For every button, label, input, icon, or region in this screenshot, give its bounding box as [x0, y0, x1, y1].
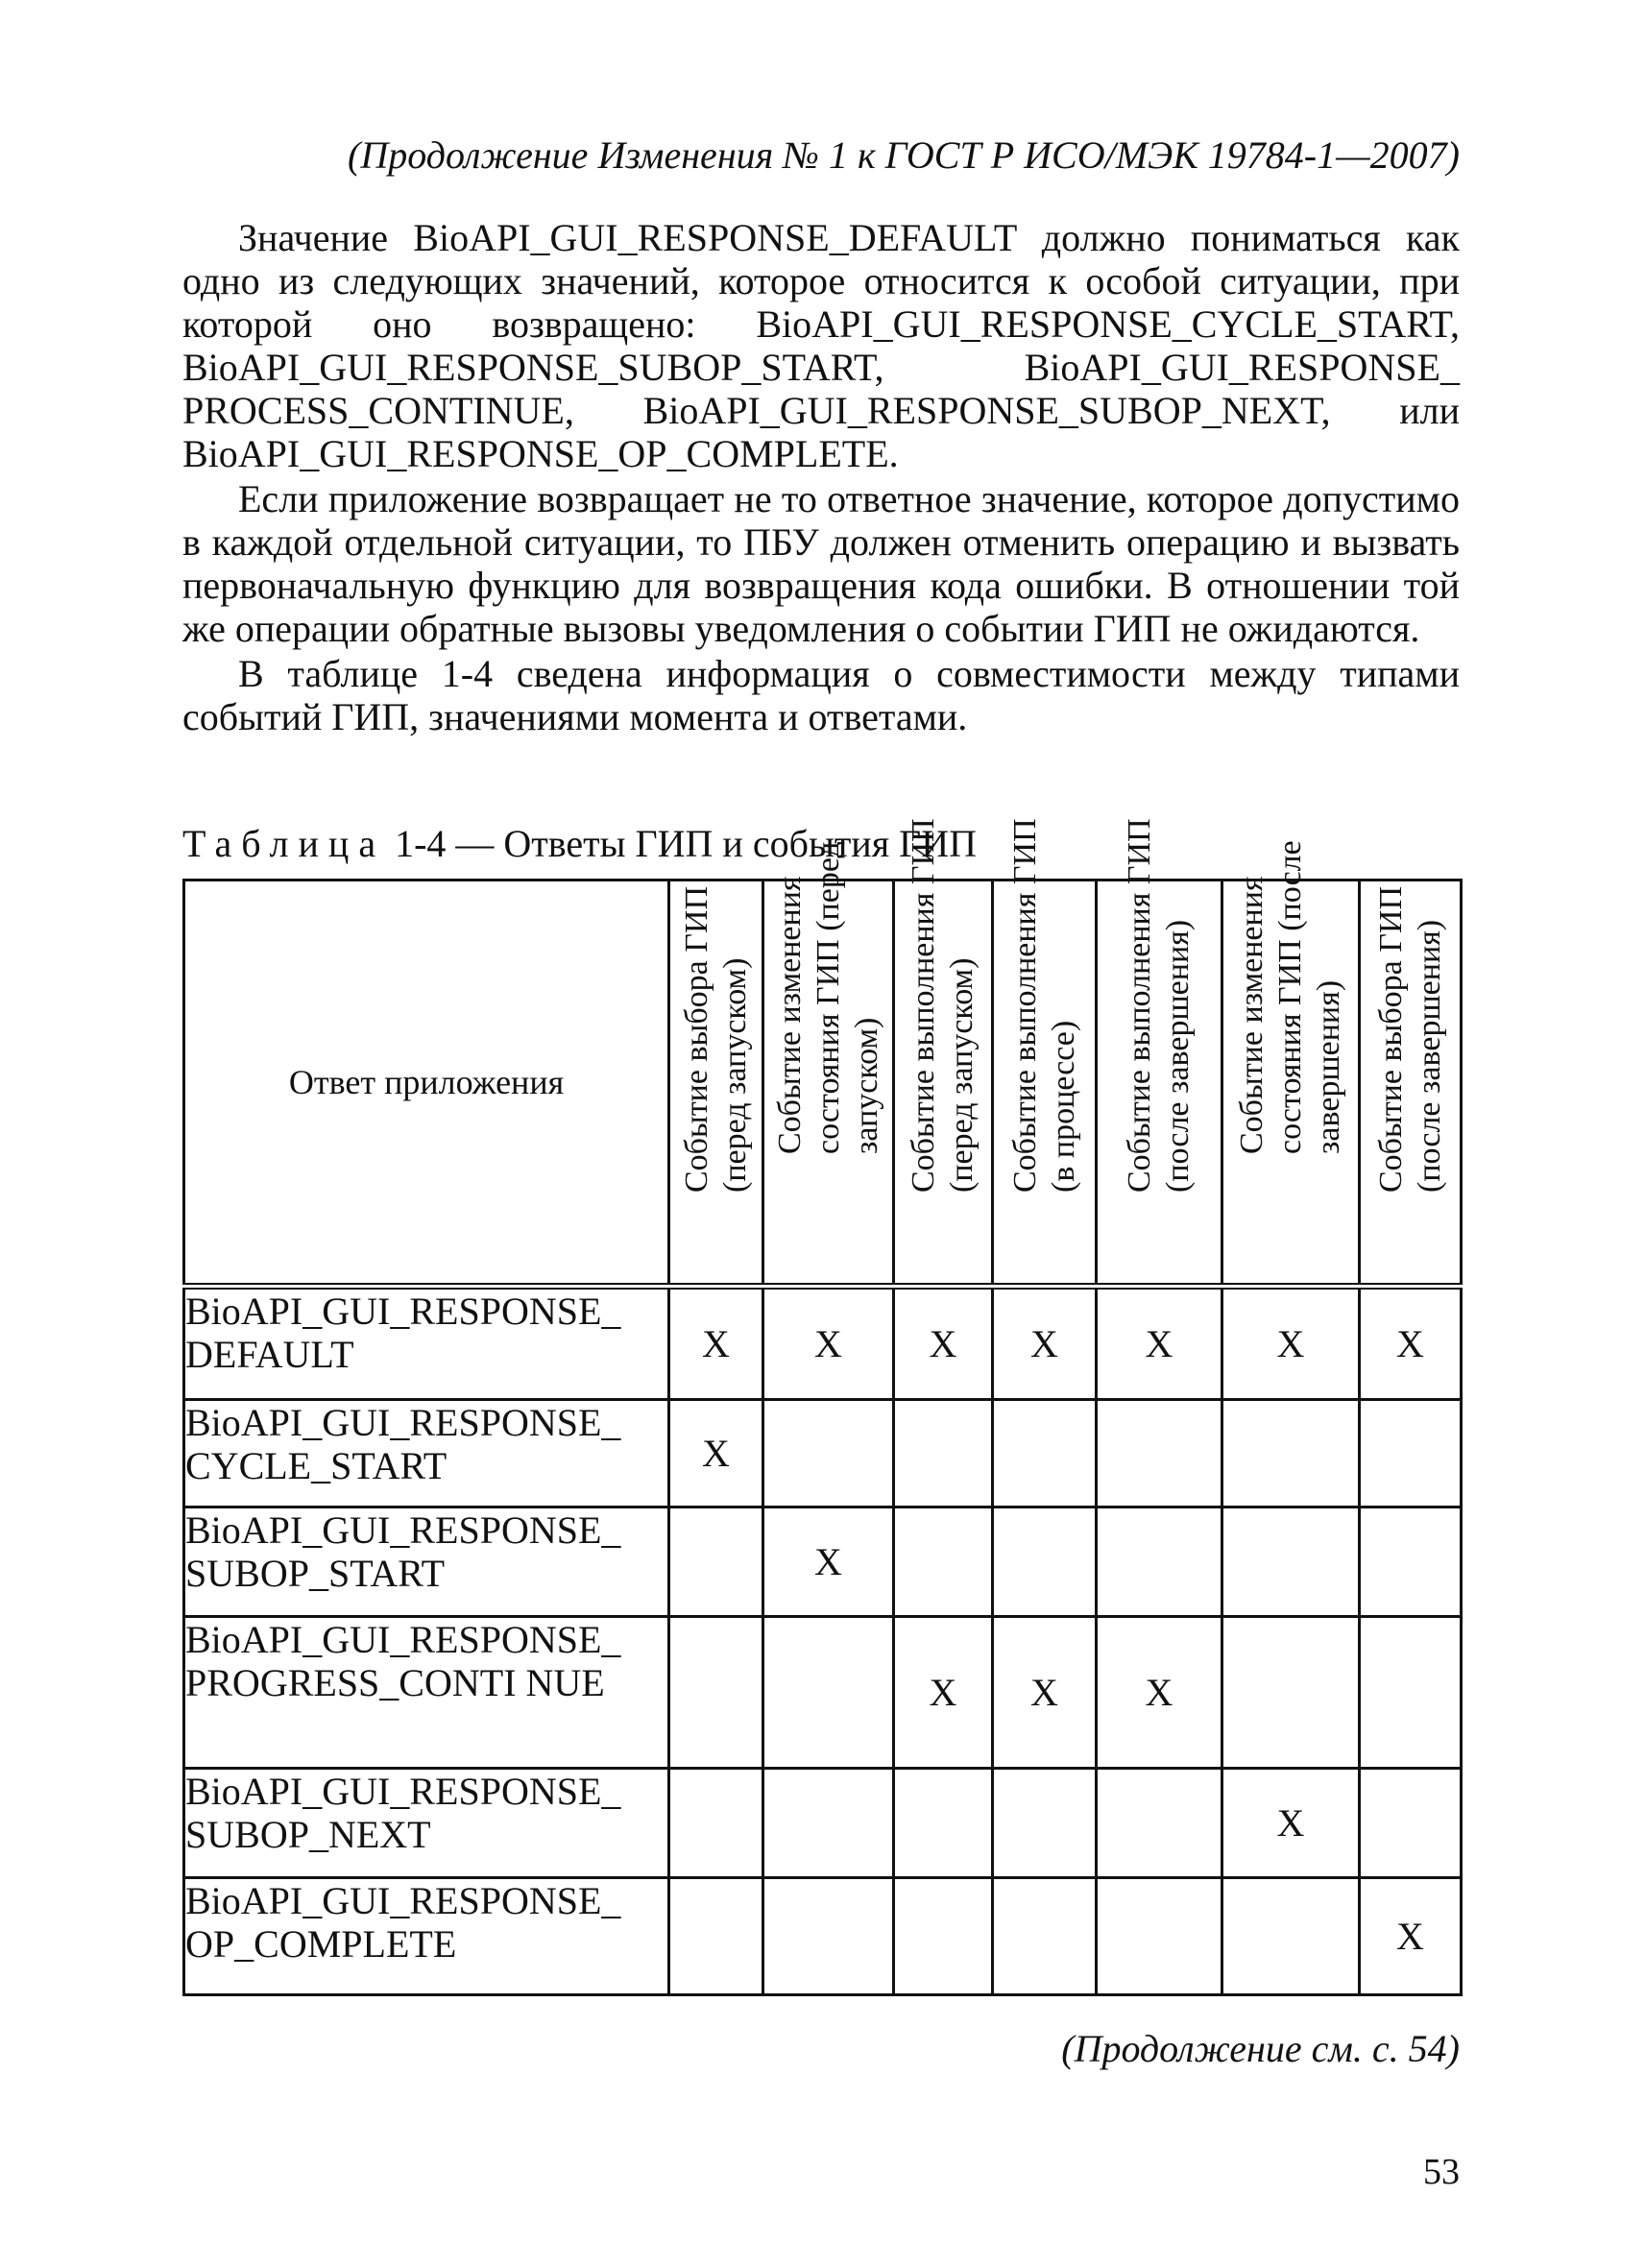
- mark-cell: [669, 1878, 763, 1995]
- column-header-text: Событие изменения состояния ГИП (перед запуском): [771, 841, 884, 1154]
- response-cell: BioAPI_GUI_RESPONSE_ CYCLE_START: [184, 1400, 669, 1508]
- response-cell: BioAPI_GUI_RESPONSE_ OP_COMPLETE: [184, 1878, 669, 1995]
- paragraph: Если приложение возвращает не то ответное значение, которое допустимо в каждой отдельной ситуации, то ПБУ должен отменить операцию и вызвать первоначальную функцию для возвращения кода ошибки. В отношении той же операции обратные вызовы уведомления о событии ГИП не ожидаются.: [182, 477, 1460, 650]
- mark-cell: [1360, 1400, 1462, 1508]
- column-header-text: Событие выполнения ГИП (после завершения): [1122, 818, 1196, 1193]
- paragraph: Значение BioAPI_GUI_RESPONSE_DEFAULT должно пониматься как одно из следующих значений, которое относится к особой ситуации, при которой оно возвращено: BioAPI_GUI_RESPONSE_CYCLE_START, BioAPI_GUI_RESPONSE_SUBOP_START, BioAPI_GUI_RESPONSE_ PROCESS_CONTINUE, BioAPI_GUI_RESPONSE_SUBOP_NEXT, или BioAPI_GUI_RESPONSE_OP_COMPLETE.: [182, 216, 1460, 475]
- mark-cell: X: [1222, 1287, 1360, 1400]
- mark-cell: X: [1097, 1617, 1222, 1769]
- mark-cell: [1360, 1617, 1462, 1769]
- mark-cell: X: [894, 1617, 993, 1769]
- table-row: [184, 1617, 1462, 1769]
- table-caption-label: Таблица: [182, 822, 386, 865]
- mark-cell: [1097, 1400, 1222, 1508]
- mark-cell: [1222, 1878, 1360, 1995]
- mark-cell: [894, 1878, 993, 1995]
- mark-cell: [763, 1769, 894, 1878]
- mark-cell: [1360, 1508, 1462, 1617]
- mark-cell: X: [1222, 1769, 1360, 1878]
- mark-cell: [669, 1769, 763, 1878]
- column-header-text: Событие выбора ГИП (перед запуском): [678, 885, 753, 1193]
- table-row: [184, 1508, 1462, 1617]
- column-header: [894, 818, 993, 1287]
- mark-cell: X: [894, 1287, 993, 1400]
- mark-cell: [1097, 1769, 1222, 1878]
- mark-cell: X: [1360, 1878, 1462, 1995]
- mark-cell: [1360, 1769, 1462, 1878]
- column-header-response: Ответ приложения: [184, 881, 669, 1287]
- mark-cell: [993, 1769, 1097, 1878]
- column-header: [763, 841, 894, 1287]
- mark-cell: [894, 1769, 993, 1878]
- mark-cell: [669, 1617, 763, 1769]
- mark-cell: [669, 1508, 763, 1617]
- response-cell: BioAPI_GUI_RESPONSE_ SUBOP_NEXT: [184, 1769, 669, 1878]
- column-header: [1097, 818, 1222, 1287]
- mark-cell: X: [763, 1508, 894, 1617]
- mark-cell: X: [1097, 1287, 1222, 1400]
- mark-cell: [1097, 1508, 1222, 1617]
- column-header: [1360, 881, 1462, 1287]
- paragraph: В таблице 1-4 сведена информация о совместимости между типами событий ГИП, значениями момента и ответами.: [182, 652, 1460, 738]
- mark-cell: X: [1360, 1287, 1462, 1400]
- mark-cell: [894, 1508, 993, 1617]
- table-row: [184, 1400, 1462, 1508]
- column-header: [669, 881, 763, 1287]
- response-cell: BioAPI_GUI_RESPONSE_ SUBOP_START: [184, 1508, 669, 1617]
- table-header-row: [184, 881, 1462, 1287]
- mark-cell: [1222, 1400, 1360, 1508]
- column-header-text: Событие выполнения ГИП (в процессе): [1006, 818, 1081, 1193]
- mark-cell: [763, 1617, 894, 1769]
- mark-cell: [993, 1400, 1097, 1508]
- mark-cell: [894, 1400, 993, 1508]
- page-number: 53: [1423, 2152, 1460, 2192]
- mark-cell: X: [669, 1287, 763, 1400]
- column-header-text: Событие выбора ГИП (после завершения): [1372, 885, 1447, 1193]
- mark-cell: X: [669, 1400, 763, 1508]
- body-text: [182, 216, 1460, 738]
- mark-cell: [763, 1878, 894, 1995]
- response-cell: BioAPI_GUI_RESPONSE_ PROGRESS_CONTI NUE: [184, 1617, 669, 1769]
- mark-cell: [1222, 1508, 1360, 1617]
- column-header-text: Событие изменения состояния ГИП (после завершения): [1234, 840, 1346, 1154]
- column-header: [993, 818, 1097, 1287]
- table-caption-text: 1-4 — Ответы ГИП и события ГИП: [385, 822, 977, 865]
- table-row: [184, 1287, 1462, 1400]
- column-header-text: Событие выполнения ГИП (перед запуском): [906, 818, 980, 1193]
- mark-cell: [993, 1508, 1097, 1617]
- mark-cell: X: [993, 1287, 1097, 1400]
- mark-cell: X: [763, 1287, 894, 1400]
- mark-cell: X: [993, 1617, 1097, 1769]
- table-row: [184, 1878, 1462, 1995]
- mark-cell: [1222, 1617, 1360, 1769]
- header-note: (Продолжение Изменения № 1 к ГОСТ Р ИСО/МЭК 19784-1—2007): [348, 133, 1460, 177]
- continuation-note: (Продолжение см. с. 54): [1061, 2027, 1460, 2070]
- mark-cell: [763, 1400, 894, 1508]
- response-cell: BioAPI_GUI_RESPONSE_ DEFAULT: [184, 1287, 669, 1400]
- mark-cell: [1097, 1878, 1222, 1995]
- mark-cell: [993, 1878, 1097, 1995]
- table-row: [184, 1769, 1462, 1878]
- column-header: [1222, 840, 1360, 1287]
